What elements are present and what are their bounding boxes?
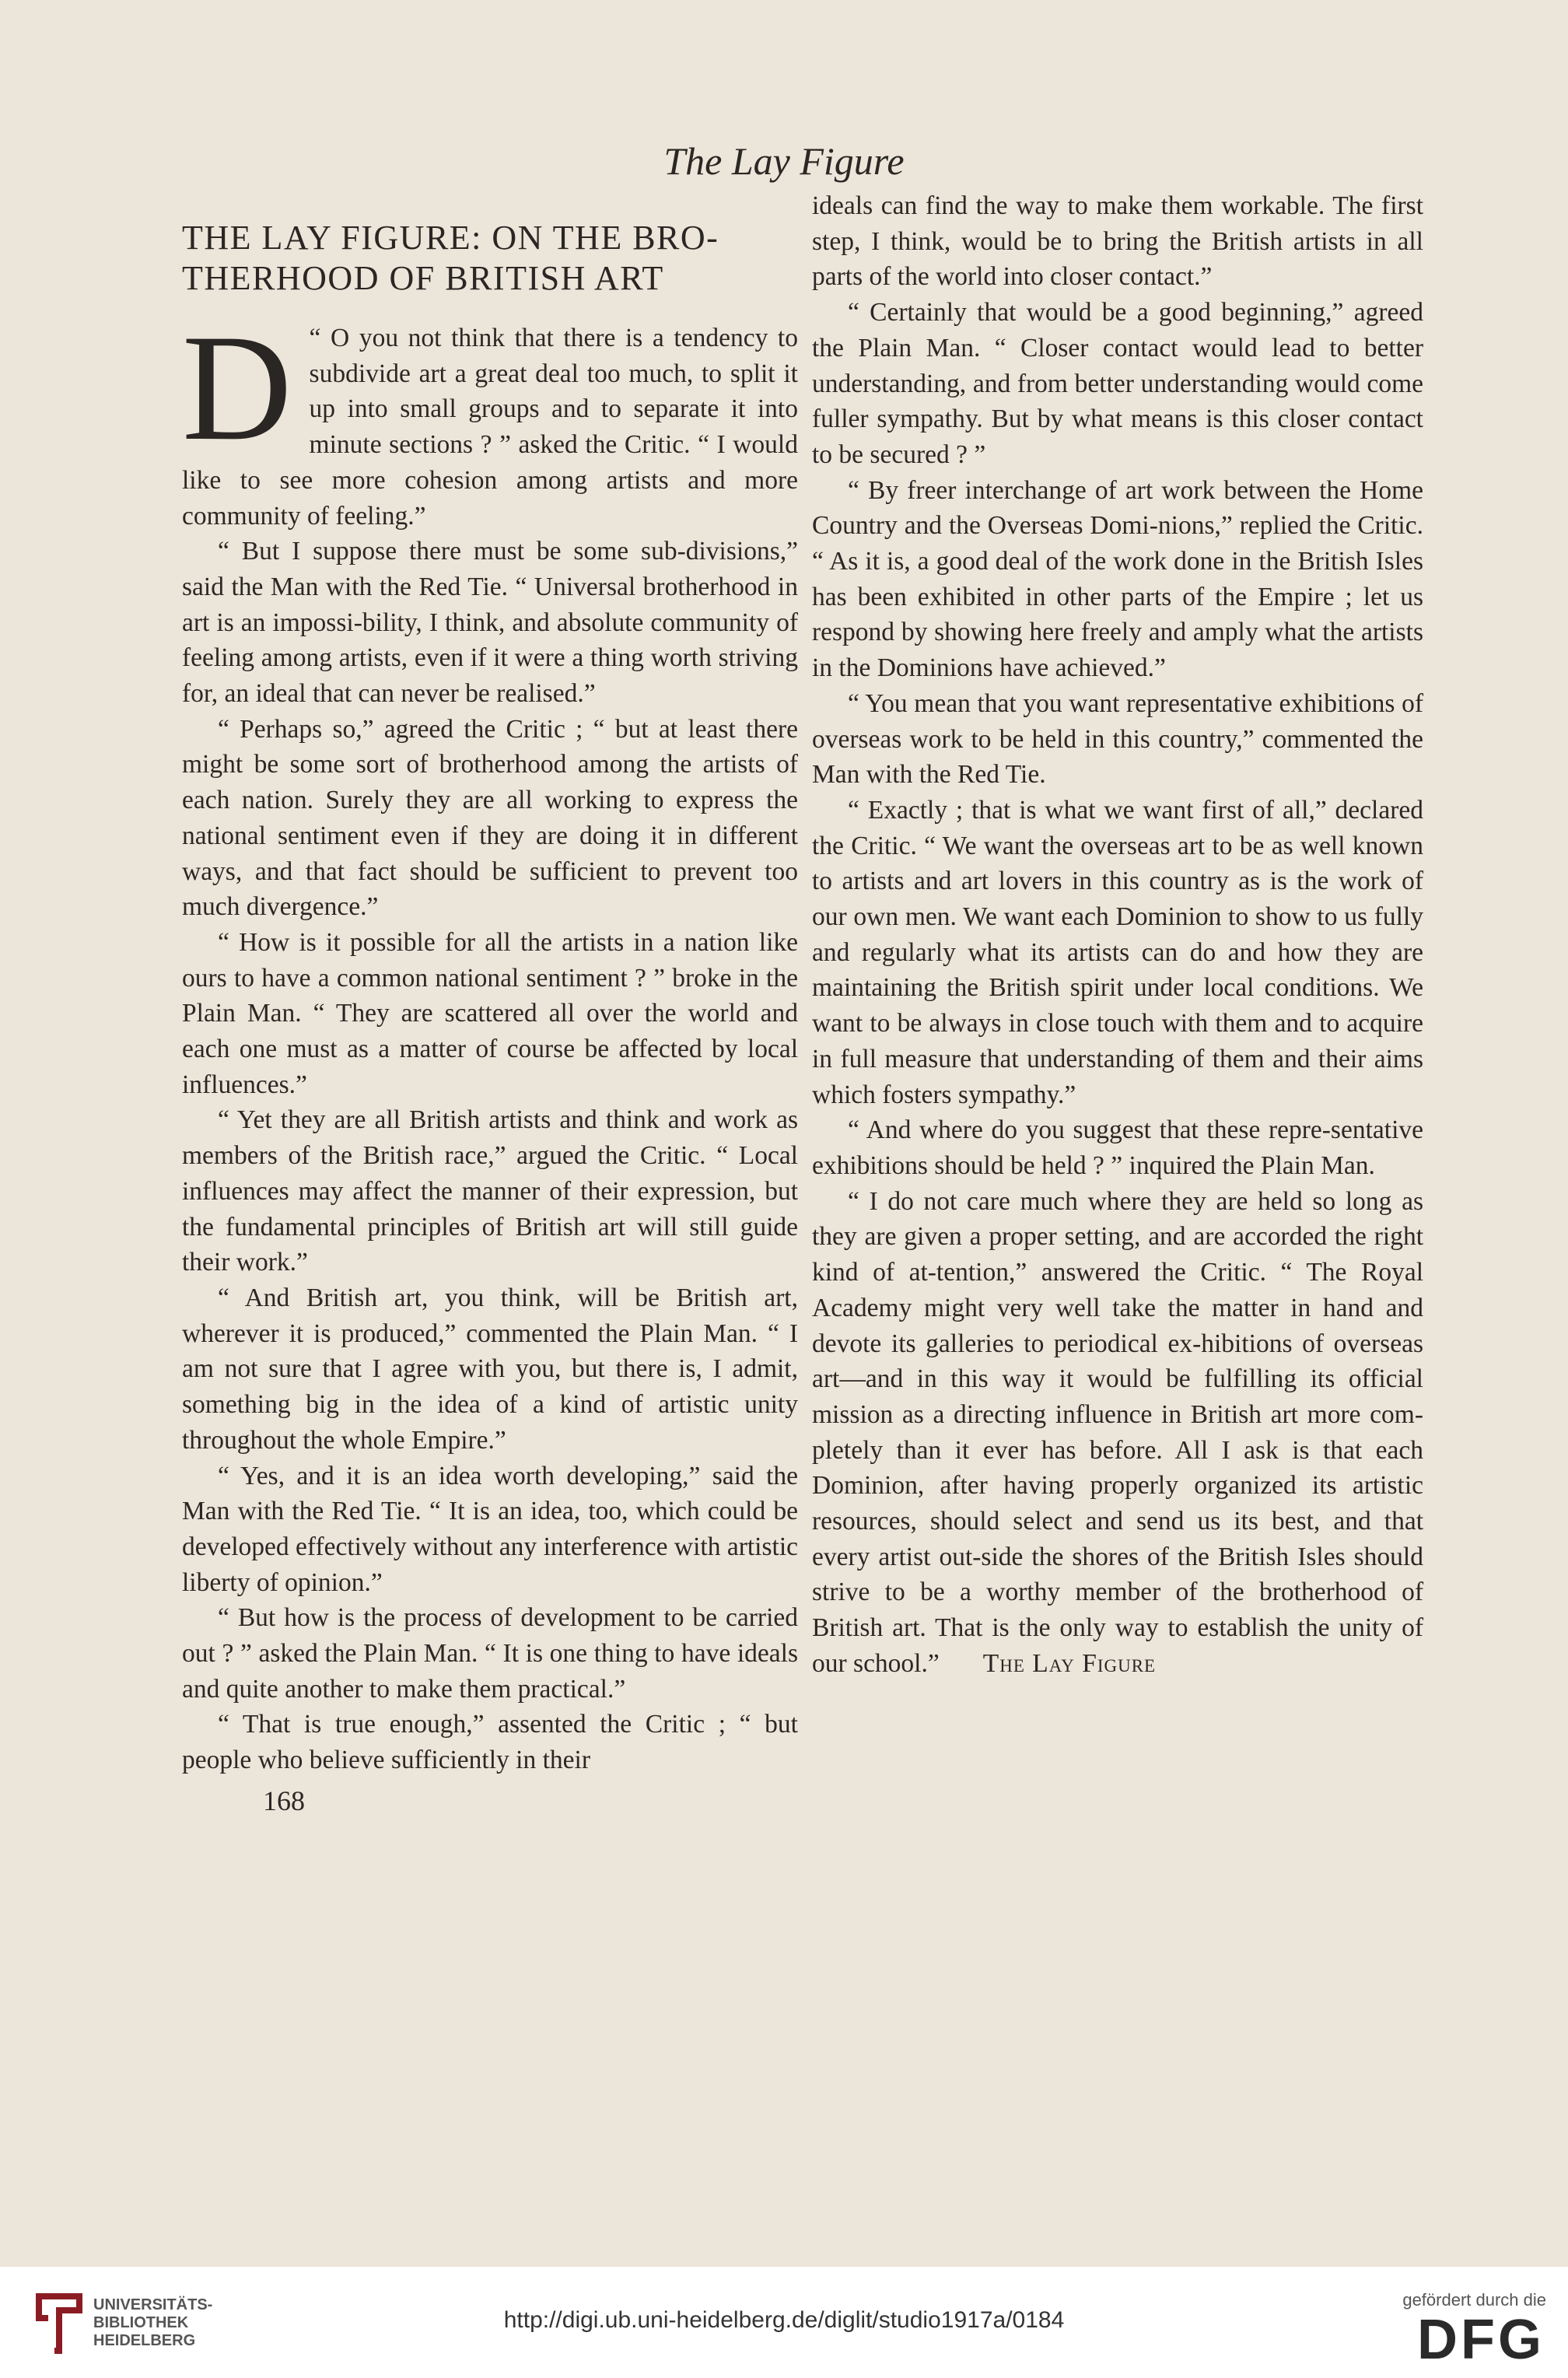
paragraph: “ But I suppose there must be some sub-divisions,” said the Man with the Red Tie. “ Universal brotherhood in art is an impossi-bility, I think, and absolute community of feeling among artists, even if it were a thing worth striving for, an ideal that can never be realised.” xyxy=(182,537,798,709)
paragraph: ideals can find the way to make them workable. The first step, I think, would be to bring the British artists in all parts of the world into closer contact.” xyxy=(812,191,1423,292)
paragraph: “ And British art, you think, will be British art, wherever it is produced,” commented the Plain Man. “ I am not sure that I agree with you, but there is, I admit, something big in the idea of a kind of artistic unity throughout the whole Empire.” xyxy=(182,1283,798,1455)
paragraph: “ Yet they are all British artists and think and work as members of the British race,” argued the Critic. “ Local influences may affect the manner of their expression, but the fundamental principles of British art will still guide their work.” xyxy=(182,1105,798,1277)
article-title xyxy=(182,218,798,299)
left-column xyxy=(182,218,798,1778)
drop-cap: D xyxy=(182,303,292,472)
paragraph: “ I do not care much where they are held so long as they are given a proper setting, and are accorded the right kind of at-tention,” answered the Critic. “ The Royal Academy might very well take the matter in hand and devote its galleries to periodical ex-hibitions of overseas art—and in this way it would be fulfilling its official mission as a directing influence in British art more com-pletely than it ever has before. All I ask is that each Dominion, after having properly organized its artistic resources, should select and send us its best, and that every artist out-side the shores of the British Isles should strive to be a worthy member of the brotherhood of British art. That is the only way to establish the unity of our school.” The Lay Figure xyxy=(812,1186,1423,1678)
paragraph: “ And where do you suggest that these repre-sentative exhibitions should be held ? ” inquired the Plain Man. xyxy=(812,1115,1423,1180)
paragraph: “ But how is the process of development to be carried out ? ” asked the Plain Man. “ It is one thing to have ideals and quite another to make them practical.” xyxy=(182,1603,798,1704)
paragraph: “ Perhaps so,” agreed the Critic ; “ but at least there might be some sort of brotherhood among the artists of each nation. Surely they are all working to express the national sentiment even if they are doing it in different ways, and that fact should be sufficient to prevent too much divergence.” xyxy=(182,714,798,922)
article-title-line-2: THERHOOD OF BRITISH ART xyxy=(182,259,664,297)
article-title-line-1: THE LAY FIGURE: ON THE BRO- xyxy=(182,219,719,257)
paragraph: “ How is it possible for all the artists in a nation like ours to have a common national sentiment ? ” broke in the Plain Man. “ They are scattered all over the world and each one must as a matter of course be affected by local influences.” xyxy=(182,927,798,1099)
right-column xyxy=(812,188,1423,1682)
digitization-footer xyxy=(0,2267,1568,2378)
library-name-line-2: BIBLIOTHEK xyxy=(93,2314,189,2331)
dfg-logo: DFG xyxy=(1417,2309,1545,2371)
paragraph: “ You mean that you want representative exhibitions of overseas work to be held in this country,” commented the Man with the Red Tie. xyxy=(812,688,1423,790)
paragraph: “ Yes, and it is an idea worth developing,” said the Man with the Red Tie. “ It is an idea, too, which could be developed effectively without any interference with artistic liberty of opinion.” xyxy=(182,1461,798,1597)
library-name-line-3: HEIDELBERG xyxy=(93,2332,196,2349)
signature: The Lay Figure xyxy=(982,1648,1157,1678)
page-number: 168 xyxy=(263,1785,305,1816)
paragraph: “ By freer interchange of art work between the Home Country and the Overseas Domi-nions,” replied the Critic. “ As it is, a good deal of the work done in the British Isles has been exhibited in other parts of the Empire ; let us respond by showing here freely and amply what the artists in the Dominions have achieved.” xyxy=(812,475,1423,683)
library-name-line-1: UNIVERSITÄTS- xyxy=(93,2296,213,2313)
right-paragraphs xyxy=(812,188,1423,1682)
paragraph: “ Certainly that would be a good beginning,” agreed the Plain Man. “ Closer contact would lead to better understanding, and from better understanding would come fuller sympathy. But by what means is this closer contact to be secured ? ” xyxy=(812,298,1423,469)
paragraph: “ O you not think that there is a tendency to subdivide art a great deal too much, to split it up into small groups and to separate it into minute sections ? ” asked the Critic. “ I would like to see more cohesion among artists and more community of feeling.” xyxy=(182,324,798,531)
running-head: The Lay Figure xyxy=(663,139,905,183)
permalink-url[interactable]: http://digi.ub.uni-heidelberg.de/diglit/studio1917a/0184 xyxy=(503,2307,1065,2333)
paragraph: “ Exactly ; that is what we want first of all,” declared the Critic. “ We want the overseas art to be as well known to artists and art lovers in this country as is the work of our own men. We want each Dominion to show to us fully and regularly what its artists can do and how they are maintaining the British spirit under local conditions. We want to be always in close touch with them and to acquire in full measure that understanding of them and their aims which fosters sympathy.” xyxy=(812,795,1423,1109)
paragraph: “ That is true enough,” assented the Critic ; “ but people who believe sufficiently in their xyxy=(182,1710,798,1775)
left-paragraphs xyxy=(182,303,798,1778)
funded-by-label: gefördert durch die xyxy=(1402,2290,1546,2310)
